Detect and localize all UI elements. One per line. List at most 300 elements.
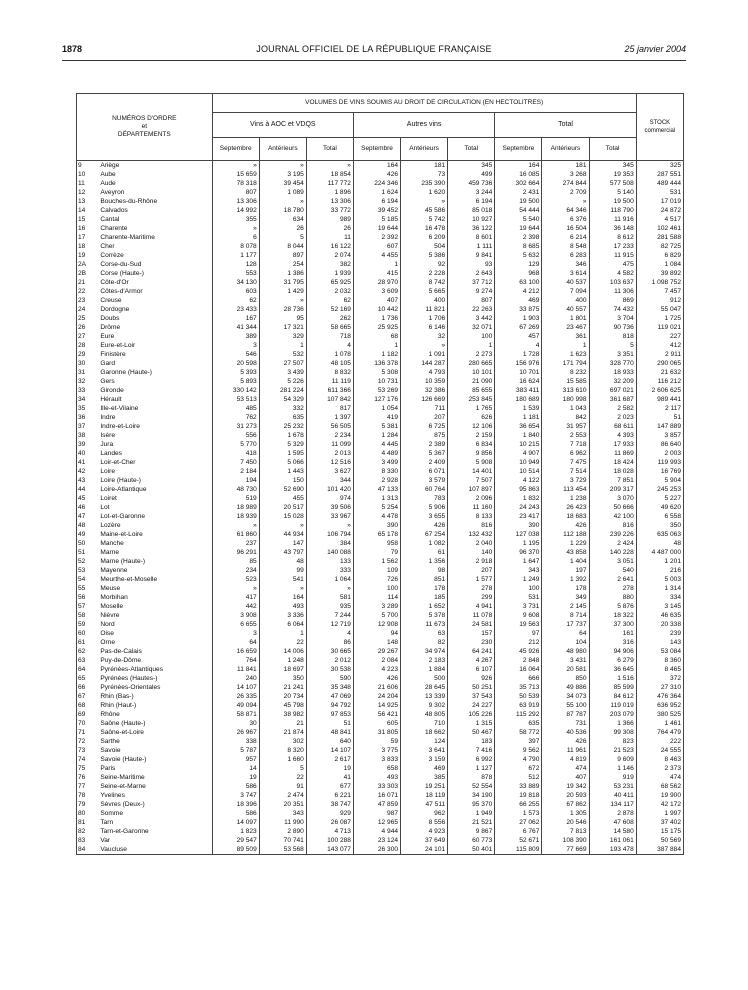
- dept-name: Gers: [98, 377, 212, 386]
- aoc-anterieurs: »: [259, 161, 306, 171]
- total-total: 40 411: [589, 791, 636, 800]
- autres-anterieurs: 5 386: [401, 251, 448, 260]
- aoc-septembre: 34 130: [212, 278, 259, 287]
- stock-commercial: 380 525: [636, 710, 683, 719]
- total-total: 37 300: [589, 620, 636, 629]
- autres-total: 93: [448, 260, 495, 269]
- stock-header: [636, 94, 683, 161]
- dept-code: 84: [77, 845, 99, 855]
- autres-anterieurs: 6 071: [401, 467, 448, 476]
- table-row: [77, 296, 684, 305]
- total-septembre: 97: [495, 629, 542, 638]
- col-header: Total: [306, 138, 353, 161]
- autres-total: 34 190: [448, 791, 495, 800]
- autres-total: 499: [448, 170, 495, 179]
- page-number: 1878: [62, 44, 83, 54]
- total-total: 3 051: [589, 557, 636, 566]
- aoc-septembre: 556: [212, 431, 259, 440]
- dept-name: Lozère: [98, 521, 212, 530]
- total-anterieurs: 2 709: [542, 188, 589, 197]
- autres-septembre: 958: [353, 539, 400, 548]
- autres-septembre: 1 054: [353, 404, 400, 413]
- autres-septembre: 2 392: [353, 233, 400, 242]
- dept-code: 72: [77, 737, 99, 746]
- table-row: [77, 206, 684, 215]
- autres-septembre: 164: [353, 161, 400, 171]
- total-total: 540: [589, 566, 636, 575]
- autres-total: 10 101: [448, 368, 495, 377]
- total-anterieurs: 180 998: [542, 395, 589, 404]
- total-septembre: 512: [495, 773, 542, 782]
- total-anterieurs: 16 504: [542, 224, 589, 233]
- autres-total: 253 845: [448, 395, 495, 404]
- total-septembre: 95 863: [495, 485, 542, 494]
- table-row: [77, 557, 684, 566]
- aoc-septembre: 26 967: [212, 728, 259, 737]
- total-total: 203 079: [589, 710, 636, 719]
- dept-name: Sèvres (Deux-): [98, 800, 212, 809]
- autres-total: 21 521: [448, 818, 495, 827]
- aoc-septembre: 762: [212, 413, 259, 422]
- autres-anterieurs: 1 652: [401, 602, 448, 611]
- autres-anterieurs: 92: [401, 260, 448, 269]
- stock-commercial: 6 558: [636, 512, 683, 521]
- total-anterieurs: 731: [542, 719, 589, 728]
- aoc-total: 47 069: [306, 692, 353, 701]
- header-rule: [62, 60, 686, 61]
- autres-septembre: 407: [353, 296, 400, 305]
- autres-total: 22 263: [448, 305, 495, 314]
- aoc-septembre: 18 396: [212, 800, 259, 809]
- dept-name: Marne: [98, 548, 212, 557]
- total-total: 18 028: [589, 467, 636, 476]
- dept-name: Doubs: [98, 314, 212, 323]
- stock-commercial: 387 884: [636, 845, 683, 855]
- dept-code: 63: [77, 656, 99, 665]
- autres-anterieurs: 32 386: [401, 386, 448, 395]
- total-anterieurs: 40 557: [542, 305, 589, 314]
- table-row: [77, 332, 684, 341]
- total-anterieurs: 400: [542, 296, 589, 305]
- autres-total: 230: [448, 638, 495, 647]
- autres-septembre: 605: [353, 719, 400, 728]
- autres-anterieurs: 5 665: [401, 287, 448, 296]
- autres-septembre: 493: [353, 773, 400, 782]
- autres-total: 1 111: [448, 242, 495, 251]
- aoc-septembre: 78 318: [212, 179, 259, 188]
- autres-anterieurs: 126 669: [401, 395, 448, 404]
- autres-total: 50 467: [448, 728, 495, 737]
- table-row: [77, 746, 684, 755]
- table-row: [77, 692, 684, 701]
- autres-total: 9 867: [448, 827, 495, 836]
- dept-code: 32: [77, 377, 99, 386]
- dept-name: Loire: [98, 467, 212, 476]
- total-septembre: 164: [495, 161, 542, 171]
- total-anterieurs: 31 957: [542, 422, 589, 431]
- total-anterieurs: 7 813: [542, 827, 589, 836]
- autres-septembre: 47 859: [353, 800, 400, 809]
- total-total: 816: [589, 521, 636, 530]
- autres-anterieurs: 1 082: [401, 539, 448, 548]
- total-anterieurs: 361: [542, 332, 589, 341]
- autres-septembre: 23 124: [353, 836, 400, 845]
- autres-total: 3 244: [448, 188, 495, 197]
- aoc-septembre: 240: [212, 674, 259, 683]
- aoc-anterieurs: 28 736: [259, 305, 306, 314]
- autres-anterieurs: 5 367: [401, 449, 448, 458]
- aoc-septembre: 61 860: [212, 530, 259, 539]
- dept-name: Côtes-d'Armor: [98, 287, 212, 296]
- autres-anterieurs: 1 706: [401, 314, 448, 323]
- table-row: [77, 413, 684, 422]
- dept-code: 34: [77, 395, 99, 404]
- dept-code: 35: [77, 404, 99, 413]
- dept-code: 24: [77, 305, 99, 314]
- total-total: 9 609: [589, 755, 636, 764]
- autres-anterieurs: 82: [401, 638, 448, 647]
- autres-total: 1 315: [448, 719, 495, 728]
- aoc-anterieurs: 38 982: [259, 710, 306, 719]
- dept-code: 38: [77, 431, 99, 440]
- autres-total: 12 106: [448, 422, 495, 431]
- table-row: [77, 422, 684, 431]
- stock-commercial: 119 993: [636, 458, 683, 467]
- dept-code: 28: [77, 341, 99, 350]
- total-total: 21 523: [589, 746, 636, 755]
- total-anterieurs: 40 536: [542, 728, 589, 737]
- aoc-total: 12 719: [306, 620, 353, 629]
- aoc-anterieurs: 147: [259, 539, 306, 548]
- stock-commercial: 287 551: [636, 170, 683, 179]
- aoc-septembre: 389: [212, 332, 259, 341]
- table-row: [77, 566, 684, 575]
- total-anterieurs: 19 342: [542, 782, 589, 791]
- aoc-total: 12 516: [306, 458, 353, 467]
- total-anterieurs: 104: [542, 638, 589, 647]
- total-septembre: 672: [495, 764, 542, 773]
- table-row: [77, 485, 684, 494]
- aoc-total: 590: [306, 674, 353, 683]
- dept-name: Somme: [98, 809, 212, 818]
- autres-total: 24 227: [448, 701, 495, 710]
- autres-anterieurs: 2 389: [401, 440, 448, 449]
- dept-name: Meuse: [98, 584, 212, 593]
- page-header: [62, 44, 686, 58]
- autres-anterieurs: 851: [401, 575, 448, 584]
- stock-commercial: 1 201: [636, 557, 683, 566]
- autres-septembre: 16 071: [353, 791, 400, 800]
- aoc-septembre: 338: [212, 737, 259, 746]
- autres-septembre: 5 185: [353, 215, 400, 224]
- dept-code: 57: [77, 602, 99, 611]
- autres-anterieurs: 1 884: [401, 665, 448, 674]
- aoc-septembre: 31 273: [212, 422, 259, 431]
- table-row: [77, 836, 684, 845]
- aoc-anterieurs: 1: [259, 341, 306, 350]
- aoc-septembre: 6: [212, 233, 259, 242]
- total-septembre: 5 632: [495, 251, 542, 260]
- aoc-anterieurs: 254: [259, 260, 306, 269]
- total-anterieurs: 850: [542, 674, 589, 683]
- autres-septembre: 415: [353, 269, 400, 278]
- autres-septembre: 4 489: [353, 449, 400, 458]
- table-row: [77, 242, 684, 251]
- autres-total: 6 834: [448, 440, 495, 449]
- total-septembre: 66 255: [495, 800, 542, 809]
- dept-name: Creuse: [98, 296, 212, 305]
- dept-name: Dordogne: [98, 305, 212, 314]
- autres-septembre: 94: [353, 629, 400, 638]
- autres-anterieurs: 8 556: [401, 818, 448, 827]
- total-septembre: 96 370: [495, 548, 542, 557]
- aoc-total: 100 288: [306, 836, 353, 845]
- stock-commercial: 143: [636, 638, 683, 647]
- table-row: [77, 647, 684, 656]
- total-septembre: 27 062: [495, 818, 542, 827]
- aoc-septembre: 8 078: [212, 242, 259, 251]
- total-total: 4 582: [589, 269, 636, 278]
- autres-total: 278: [448, 584, 495, 593]
- dept-name: Corrèze: [98, 251, 212, 260]
- aoc-total: 7 244: [306, 611, 353, 620]
- autres-septembre: 10 442: [353, 305, 400, 314]
- total-septembre: 10 215: [495, 440, 542, 449]
- table-row: [77, 431, 684, 440]
- table-row: [77, 773, 684, 782]
- total-anterieurs: 178: [542, 584, 589, 593]
- aoc-anterieurs: 3 336: [259, 611, 306, 620]
- stock-commercial: 245 253: [636, 485, 683, 494]
- dept-code: 53: [77, 566, 99, 575]
- aoc-anterieurs: 21: [259, 719, 306, 728]
- autres-total: 6 107: [448, 665, 495, 674]
- aoc-total: 14 107: [306, 746, 353, 755]
- aoc-anterieurs: 532: [259, 350, 306, 359]
- autres-septembre: 1 313: [353, 494, 400, 503]
- autres-anterieurs: 4 923: [401, 827, 448, 836]
- autres-anterieurs: 11 821: [401, 305, 448, 314]
- stock-commercial: 290 065: [636, 359, 683, 368]
- total-septembre: 19 818: [495, 791, 542, 800]
- stock-commercial: 21 632: [636, 368, 683, 377]
- aoc-total: 2 013: [306, 449, 353, 458]
- aoc-total: 11 119: [306, 377, 353, 386]
- total-septembre: 4 122: [495, 476, 542, 485]
- table-row: [77, 188, 684, 197]
- total-total: 11 915: [589, 251, 636, 260]
- total-anterieurs: 48 980: [542, 647, 589, 656]
- total-total: 2 582: [589, 404, 636, 413]
- total-septembre: 36 654: [495, 422, 542, 431]
- aoc-total: 38 747: [306, 800, 353, 809]
- dept-header-line-3: DÉPARTEMENTS: [117, 131, 171, 138]
- dept-code: 37: [77, 422, 99, 431]
- aoc-total: 48 105: [306, 359, 353, 368]
- autres-total: 345: [448, 161, 495, 171]
- autres-anterieurs: 235 390: [401, 179, 448, 188]
- total-septembre: 115 809: [495, 845, 542, 855]
- aoc-anterieurs: 2 474: [259, 791, 306, 800]
- table-row: [77, 377, 684, 386]
- autres-septembre: 4 455: [353, 251, 400, 260]
- aoc-anterieurs: »: [259, 296, 306, 305]
- aoc-septembre: 1 177: [212, 251, 259, 260]
- stock-commercial: 50 569: [636, 836, 683, 845]
- dept-code: 44: [77, 485, 99, 494]
- total-septembre: 9 608: [495, 611, 542, 620]
- table-row: [77, 809, 684, 818]
- aoc-anterieurs: 8 320: [259, 746, 306, 755]
- aoc-total: 2 617: [306, 755, 353, 764]
- aoc-total: »: [306, 161, 353, 171]
- aoc-anterieurs: 31 795: [259, 278, 306, 287]
- aoc-anterieurs: 1: [259, 629, 306, 638]
- dept-name: Seine-et-Marne: [98, 782, 212, 791]
- aoc-septembre: 5 393: [212, 368, 259, 377]
- total-septembre: 54 444: [495, 206, 542, 215]
- total-total: 869: [589, 296, 636, 305]
- aoc-septembre: 586: [212, 809, 259, 818]
- dept-code: 30: [77, 359, 99, 368]
- table-row: [77, 197, 684, 206]
- stock-commercial: 15 175: [636, 827, 683, 836]
- autres-septembre: 1 182: [353, 350, 400, 359]
- autres-anterieurs: 4 793: [401, 368, 448, 377]
- total-septembre: 343: [495, 566, 542, 575]
- autres-anterieurs: 61: [401, 548, 448, 557]
- total-anterieurs: 3 431: [542, 656, 589, 665]
- aoc-total: 262: [306, 314, 353, 323]
- total-total: 85 599: [589, 683, 636, 692]
- total-anterieurs: 7 475: [542, 458, 589, 467]
- aoc-anterieurs: 150: [259, 476, 306, 485]
- autres-septembre: 1 284: [353, 431, 400, 440]
- aoc-anterieurs: 20 734: [259, 692, 306, 701]
- stock-commercial: 8 465: [636, 665, 683, 674]
- total-anterieurs: 20 593: [542, 791, 589, 800]
- col-header: Septembre: [495, 138, 542, 161]
- aoc-total: 39 506: [306, 503, 353, 512]
- dept-name: Puy-de-Dôme: [98, 656, 212, 665]
- dept-name: Tarn: [98, 818, 212, 827]
- dept-name: Côte-d'Or: [98, 278, 212, 287]
- aoc-total: 30 665: [306, 647, 353, 656]
- dept-code: 83: [77, 836, 99, 845]
- aoc-anterieurs: 44 934: [259, 530, 306, 539]
- total-anterieurs: 4 819: [542, 755, 589, 764]
- aoc-septembre: 3 747: [212, 791, 259, 800]
- aoc-total: 817: [306, 404, 353, 413]
- autres-total: 5 908: [448, 458, 495, 467]
- dept-name: Garonne (Haute-): [98, 368, 212, 377]
- total-anterieurs: 8 232: [542, 368, 589, 377]
- aoc-anterieurs: 455: [259, 494, 306, 503]
- dept-name: Savoie: [98, 746, 212, 755]
- table-row: [77, 548, 684, 557]
- total-total: 19 500: [589, 197, 636, 206]
- aoc-total: 11: [306, 233, 353, 242]
- autres-total: 207: [448, 566, 495, 575]
- autres-total: 807: [448, 296, 495, 305]
- aoc-septembre: 586: [212, 782, 259, 791]
- total-anterieurs: 346: [542, 260, 589, 269]
- autres-septembre: 65 178: [353, 530, 400, 539]
- autres-septembre: 1: [353, 260, 400, 269]
- autres-septembre: 12 908: [353, 620, 400, 629]
- dept-code: 56: [77, 593, 99, 602]
- dept-name: Manche: [98, 539, 212, 548]
- aoc-septembre: 15 659: [212, 170, 259, 179]
- autres-total: 6 194: [448, 197, 495, 206]
- aoc-anterieurs: 1 443: [259, 467, 306, 476]
- total-septembre: 4 907: [495, 449, 542, 458]
- dept-name: Marne (Haute-): [98, 557, 212, 566]
- table-row: [77, 395, 684, 404]
- aoc-total: 929: [306, 809, 353, 818]
- table-row: [77, 674, 684, 683]
- dept-name: Ille-et-Vilaine: [98, 404, 212, 413]
- dept-code: 58: [77, 611, 99, 620]
- aoc-anterieurs: 14 006: [259, 647, 306, 656]
- stock-commercial: 49 620: [636, 503, 683, 512]
- aoc-septembre: 23 433: [212, 305, 259, 314]
- aoc-total: 2 234: [306, 431, 353, 440]
- autres-anterieurs: 178: [401, 584, 448, 593]
- total-anterieurs: 20 546: [542, 818, 589, 827]
- aoc-total: 65 925: [306, 278, 353, 287]
- aoc-anterieurs: 91: [259, 782, 306, 791]
- total-anterieurs: 474: [542, 764, 589, 773]
- autres-total: 926: [448, 674, 495, 683]
- autres-septembre: 53 269: [353, 386, 400, 395]
- stock-commercial: 5 227: [636, 494, 683, 503]
- total-septembre: 16 064: [495, 665, 542, 674]
- stock-commercial: 53 084: [636, 647, 683, 656]
- aoc-anterieurs: 6 064: [259, 620, 306, 629]
- autres-septembre: 12 965: [353, 818, 400, 827]
- aoc-septembre: 807: [212, 188, 259, 197]
- total-total: 11 306: [589, 287, 636, 296]
- aoc-anterieurs: 53 568: [259, 845, 306, 855]
- aoc-septembre: 26 335: [212, 692, 259, 701]
- stock-commercial: 48: [636, 539, 683, 548]
- total-septembre: 1 539: [495, 404, 542, 413]
- aoc-septembre: 5 787: [212, 746, 259, 755]
- total-total: 42 100: [589, 512, 636, 521]
- aoc-anterieurs: 1 089: [259, 188, 306, 197]
- aoc-septembre: 6 655: [212, 620, 259, 629]
- table-row: [77, 386, 684, 395]
- aoc-septembre: »: [212, 224, 259, 233]
- autres-anterieurs: 3 655: [401, 512, 448, 521]
- aoc-total: 101 420: [306, 485, 353, 494]
- total-septembre: 16 624: [495, 377, 542, 386]
- dept-name: Eure: [98, 332, 212, 341]
- dept-code: 65: [77, 674, 99, 683]
- total-total: 6 279: [589, 656, 636, 665]
- autres-anterieurs: 67 254: [401, 530, 448, 539]
- stock-commercial: 24 872: [636, 206, 683, 215]
- autres-septembre: 25 925: [353, 323, 400, 332]
- table-row: [77, 665, 684, 674]
- autres-total: 626: [448, 413, 495, 422]
- wine-volumes-table: [76, 93, 684, 855]
- autres-septembre: 8 330: [353, 467, 400, 476]
- autres-septembre: 47 133: [353, 485, 400, 494]
- dept-name: Yvelines: [98, 791, 212, 800]
- autres-septembre: 3 609: [353, 287, 400, 296]
